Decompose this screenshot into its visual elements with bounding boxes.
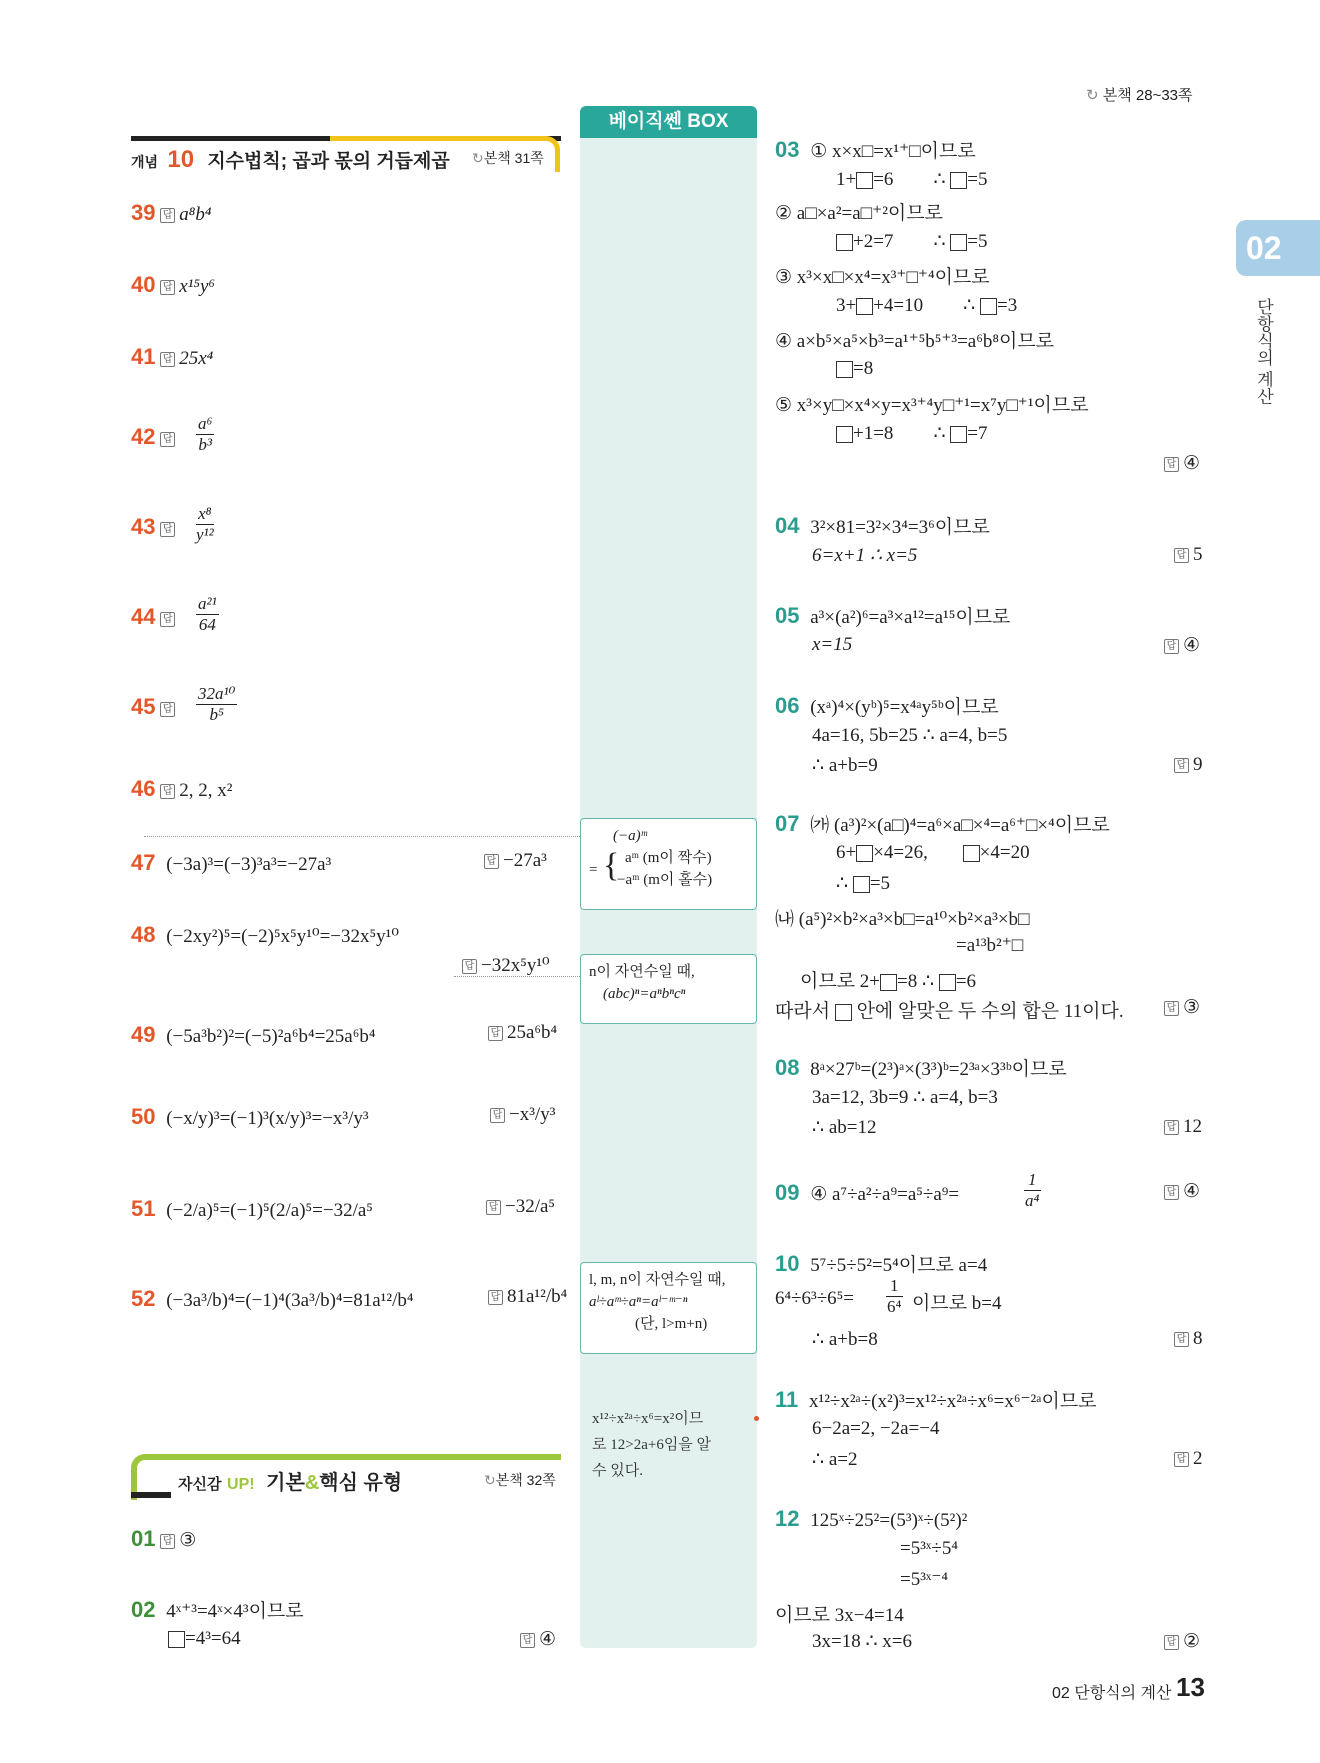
chapter-tab[interactable] — [1236, 220, 1320, 276]
answer-49: 답 25a⁶b⁴ — [488, 1022, 557, 1044]
problem-49: 49 (−5a³b²)²=(−5)²a⁶b⁴=25a⁶b⁴ — [131, 1022, 376, 1047]
answer-10: 답 8 — [1174, 1328, 1203, 1350]
note-negative-power: (−a)ᵐ = { aᵐ (m이 짝수) −aᵐ (m이 홀수) — [580, 818, 757, 910]
problem-06: 06 (xᵃ)⁴×(yᵇ)⁵=x⁴ᵃy⁵ᵇ이므로 — [775, 693, 999, 718]
problem-07-line7: 따라서 안에 알맞은 두 수의 합은 11이다. — [775, 1001, 1124, 1022]
problem-07-line6: 이므로 2+ =8 ∴ =6 — [800, 971, 977, 992]
problem-12-line3: =5³ˣ⁻⁴ — [900, 1569, 949, 1590]
problem-01: 01 답 ③ — [131, 1526, 197, 1551]
answer-52: 답 81a¹²/b⁴ — [488, 1286, 567, 1308]
footer-chapter: 02 단항식의 계산 — [1052, 1685, 1172, 1702]
problem-12-line4: 이므로 3x−4=14 — [775, 1605, 904, 1626]
problem-07-line2: 6+ ×4=26, ×4=20 — [836, 842, 1030, 863]
problem-03-line10: +1=8 ∴ =7 — [836, 422, 988, 445]
answer-48: 답 −32x⁵y¹⁰ — [462, 954, 550, 977]
problem-07-line5: =a¹³b²⁺□ — [956, 935, 1024, 956]
note-quotient-power: l, m, n이 자연수일 때, aˡ÷aᵐ÷aⁿ=aˡ⁻ᵐ⁻ⁿ (단, l>m+n) — [580, 1262, 757, 1354]
problem-03-line4: +2=7 ∴ =5 — [836, 230, 988, 253]
problem-03: 03 ① x×x□=x¹⁺□이므로 — [775, 137, 976, 162]
problem-09-fraction: 1 a⁴ — [1025, 1170, 1040, 1210]
section-header: 자신감 UP! 기본&핵심 유형 — [178, 1472, 403, 1494]
problem-05: 05 a³×(a²)⁶=a³×a¹²=a¹⁵이므로 — [775, 603, 1011, 628]
problem-45-fraction: 32a¹⁰ b⁵ — [198, 684, 236, 724]
problem-03-line6: 3+ +4=10 ∴ =3 — [836, 295, 1018, 316]
problem-44: 44 답 — [131, 604, 179, 630]
answer-11: 답 2 — [1174, 1448, 1203, 1470]
concept-ref: ↻본책 31쪽 — [472, 150, 544, 166]
problem-02-line2: =4³=64 — [168, 1628, 241, 1650]
problem-03-line7: ④ a×b⁵×a⁵×b³=a¹⁺⁵b⁵⁺³=a⁶b⁸이므로 — [775, 331, 1055, 352]
problem-04-line2: 6=x+1 ∴ x=5 — [812, 545, 918, 566]
problem-09: 09 ④ a⁷÷a²÷a⁹=a⁵÷a⁹= — [775, 1180, 960, 1205]
problem-52: 52 (−3a³/b)⁴=(−1)⁴(3a³/b)⁴=81a¹²/b⁴ — [131, 1286, 414, 1311]
problem-02: 02 4ˣ⁺³=4ˣ×4³이므로 — [131, 1597, 304, 1622]
refresh-icon: ↻ — [472, 150, 484, 166]
problem-04: 04 3²×81=3²×3⁴=3⁶이므로 — [775, 513, 990, 538]
problem-42-fraction: a⁶ b³ — [198, 414, 213, 454]
blank-box — [168, 1631, 185, 1648]
problem-45: 45 답 — [131, 694, 179, 720]
refresh-icon: ↻ — [1086, 87, 1099, 104]
refresh-icon: ↻ — [484, 1472, 496, 1488]
problem-12-line2: =5³ˣ÷5⁴ — [900, 1538, 958, 1559]
chapter-tab-number: 02 — [1246, 230, 1282, 266]
section-header-underline — [131, 1492, 171, 1498]
problem-03-line8: =8 — [836, 358, 873, 380]
problem-12: 12 125ˣ÷25²=(5³)ˣ÷(5²)² — [775, 1506, 968, 1531]
connector-47 — [144, 836, 580, 837]
problem-47: 47 (−3a)³=(−3)³a³=−27a³ — [131, 850, 332, 875]
note-dot-icon — [754, 1416, 759, 1421]
note-inequality: x¹²÷x²ᵃ÷x⁶=x²이므 로 12>2a+6임을 알 수 있다. — [592, 1411, 712, 1479]
problem-50: 50 (−x/y)³=(−1)³(x/y)³=−x³/y³ — [131, 1104, 369, 1129]
problem-06-line3: ∴ a+b=9 — [812, 755, 878, 776]
problem-11-line2: 6−2a=2, −2a=−4 — [812, 1418, 940, 1439]
problem-10: 10 5⁷÷5÷5²=5⁴이므로 a=4 — [775, 1251, 988, 1276]
basic-box-title: 베이직쎈 BOX — [580, 106, 757, 138]
problem-42: 42 답 — [131, 424, 179, 450]
answer-50: 답 −x³/y³ — [490, 1104, 555, 1126]
problem-41: 41 답 25x⁴ — [131, 344, 214, 369]
problem-43-fraction: x⁸ y¹² — [196, 504, 214, 544]
problem-07: 07 ㈎ (a³)²×(a□)⁴=a⁶×a□×⁴=a⁶⁺□×⁴이므로 — [775, 811, 1110, 836]
problem-03-line2: 1+ =6 ∴ =5 — [836, 169, 988, 190]
problem-03-line9: ⑤ x³×y□×x⁴×y=x³⁺⁴y□⁺¹=x⁷y□⁺¹이므로 — [775, 395, 1089, 416]
problem-08: 08 8ᵃ×27ᵇ=(2³)ᵃ×(3³)ᵇ=2³ᵃ×3³ᵇ이므로 — [775, 1055, 1067, 1080]
problem-46: 46 답 2, 2, x² — [131, 776, 233, 801]
answer-12: 답 ② — [1164, 1630, 1200, 1653]
problem-43: 43 답 — [131, 514, 179, 540]
answer-09: 답 ④ — [1164, 1180, 1200, 1203]
concept-header: 개념 10 지수법칙; 곱과 몫의 거듭제곱 — [131, 146, 450, 173]
answer-51: 답 −32/a⁵ — [486, 1196, 555, 1218]
problem-07-line3: ∴ =5 — [836, 873, 891, 894]
answer-02: 답 ④ — [520, 1628, 556, 1651]
problem-10-line2: 6⁴÷6³÷6⁵= — [775, 1288, 855, 1309]
problem-11-line3: ∴ a=2 — [812, 1449, 858, 1470]
problem-39: 39 답 a⁸b⁴ — [131, 200, 212, 225]
answer-07: 답 ③ — [1164, 996, 1200, 1019]
problem-10-line3: ∴ a+b=8 — [812, 1329, 878, 1350]
problem-08-line2: 3a=12, 3b=9 ∴ a=4, b=3 — [812, 1087, 998, 1108]
problem-44-fraction: a²¹ 64 — [198, 594, 217, 634]
answer-03: 답 ④ — [1164, 452, 1200, 475]
problem-11: 11 x¹²÷x²ᵃ÷(x²)³=x¹²÷x²ᵃ÷x⁶=x⁶⁻²ᵃ이므로 — [775, 1387, 1097, 1412]
note-product-power: n이 자연수일 때, (abc)ⁿ=aⁿbⁿcⁿ — [580, 954, 757, 1024]
problem-03-line3: ② a□×a²=a□⁺²이므로 — [775, 203, 943, 224]
answer-08: 답 12 — [1164, 1116, 1202, 1138]
problem-05-line2: x=15 — [812, 634, 853, 655]
problem-07-line4: ㈏ (a⁵)²×b²×a³×b□=a¹⁰×b²×a³×b□ — [775, 909, 1030, 930]
answer-47: 답 −27a³ — [484, 850, 547, 872]
answer-06: 답 9 — [1174, 754, 1203, 776]
problem-08-line3: ∴ ab=12 — [812, 1117, 877, 1138]
problem-10-fraction: 1 6⁴ — [887, 1276, 902, 1316]
problem-12-line5: 3x=18 ∴ x=6 — [812, 1631, 913, 1652]
problem-03-line5: ③ x³×x□×x⁴=x³⁺□⁺⁴이므로 — [775, 267, 990, 288]
chapter-tab-title: 단항식의 계산 — [1254, 298, 1273, 405]
answer-05: 답 ④ — [1164, 634, 1200, 657]
answer-04: 답 5 — [1174, 544, 1203, 566]
problem-48: 48 (−2xy²)⁵=(−2)⁵x⁵y¹⁰=−32x⁵y¹⁰ — [131, 922, 399, 947]
header-ref: ↻ 본책 28~33쪽 — [1086, 87, 1193, 104]
problem-40: 40 답 x¹⁵y⁶ — [131, 272, 216, 297]
page-number: 13 — [1176, 1672, 1205, 1702]
problem-51: 51 (−2/a)⁵=(−1)⁵(2/a)⁵=−32/a⁵ — [131, 1196, 373, 1221]
problem-06-line2: 4a=16, 5b=25 ∴ a=4, b=5 — [812, 725, 1008, 746]
problem-10-line2b: 이므로 b=4 — [912, 1293, 1002, 1314]
section-ref: ↻본책 32쪽 — [484, 1472, 556, 1488]
